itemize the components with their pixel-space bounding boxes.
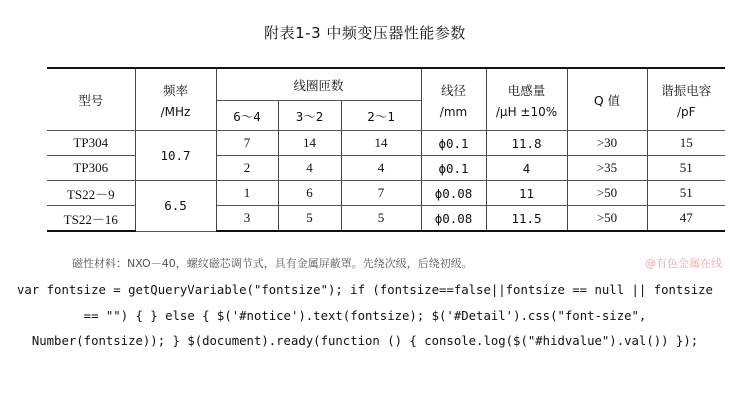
header-wire-unit: /mm bbox=[439, 104, 468, 119]
cell-capacitance: 51 bbox=[647, 181, 725, 206]
cell-capacitance: 51 bbox=[647, 156, 725, 181]
cell-turns-3-2: 14 bbox=[278, 131, 341, 156]
header-frequency bbox=[135, 68, 216, 131]
cell-turns-3-2: 4 bbox=[278, 156, 341, 181]
cell-wire: ϕ0.1 bbox=[421, 156, 486, 181]
header-inductance bbox=[486, 68, 567, 131]
table-footnote: 磁性材料：NXO－40，螺纹磁芯调节式，具有金属屏蔽罩。先绕次级，后绕初级。 bbox=[72, 257, 473, 270]
table-row bbox=[47, 181, 725, 206]
cell-frequency: 10.7 bbox=[135, 131, 216, 181]
header-coil-turns: 线圈匝数 bbox=[216, 68, 421, 101]
cell-inductance: 11 bbox=[486, 181, 567, 206]
cell-turns-2-1: 7 bbox=[341, 181, 421, 206]
cell-model: TP304 bbox=[47, 131, 135, 156]
cell-capacitance: 15 bbox=[647, 131, 725, 156]
header-capacitance-label: 谐振电容 bbox=[661, 82, 712, 98]
header-turns-2-1: 2～1 bbox=[341, 101, 421, 131]
table-row bbox=[47, 131, 725, 156]
cell-wire: ϕ0.1 bbox=[421, 131, 486, 156]
header-wire-diameter bbox=[421, 68, 486, 131]
cell-wire: ϕ0.08 bbox=[421, 206, 486, 232]
header-inductance-label: 电感量 bbox=[507, 82, 546, 98]
watermark: @有色金属在线 bbox=[645, 257, 722, 270]
cell-turns-6-4: 7 bbox=[216, 131, 278, 156]
header-q-value: Q 值 bbox=[567, 68, 647, 131]
cell-turns-2-1: 4 bbox=[341, 156, 421, 181]
header-inductance-unit: /μH ±10% bbox=[495, 104, 558, 119]
header-turns-3-2: 3～2 bbox=[278, 101, 341, 131]
cell-q: >50 bbox=[567, 181, 647, 206]
table-title: 附表1-3 中频变压器性能参数 bbox=[264, 24, 466, 42]
cell-frequency: 6.5 bbox=[135, 181, 216, 232]
header-capacitance-unit: /pF bbox=[676, 104, 696, 119]
cell-model: TS22－16 bbox=[47, 206, 135, 232]
cell-inductance: 11.8 bbox=[486, 131, 567, 156]
cell-model: TS22－9 bbox=[47, 181, 135, 206]
cell-inductance: 4 bbox=[486, 156, 567, 181]
cell-turns-3-2: 6 bbox=[278, 181, 341, 206]
transformer-spec-table bbox=[47, 67, 725, 232]
cell-inductance: 11.5 bbox=[486, 206, 567, 232]
cell-turns-6-4: 3 bbox=[216, 206, 278, 232]
cell-turns-3-2: 5 bbox=[278, 206, 341, 232]
header-frequency-unit: /MHz bbox=[160, 104, 191, 119]
header-resonant-capacitance bbox=[647, 68, 725, 131]
cell-q: >30 bbox=[567, 131, 647, 156]
header-wire-label: 线径 bbox=[441, 82, 467, 98]
cell-wire: ϕ0.08 bbox=[421, 181, 486, 206]
cell-capacitance: 47 bbox=[647, 206, 725, 232]
cell-turns-2-1: 14 bbox=[341, 131, 421, 156]
cell-q: >50 bbox=[567, 206, 647, 232]
header-turns-6-4: 6～4 bbox=[216, 101, 278, 131]
header-frequency-label: 频率 bbox=[162, 82, 188, 98]
cell-q: >35 bbox=[567, 156, 647, 181]
cell-turns-6-4: 1 bbox=[216, 181, 278, 206]
cell-turns-2-1: 5 bbox=[341, 206, 421, 232]
header-row-1 bbox=[47, 68, 725, 101]
cell-turns-6-4: 2 bbox=[216, 156, 278, 181]
cell-model: TP306 bbox=[47, 156, 135, 181]
header-model: 型号 bbox=[47, 68, 135, 131]
leaked-script-text: var fontsize = getQueryVariable("fontsize"); if (fontsize==false||fontsize == null || fontsize == "") { } else { $('#notice').text(fontsize); $('#Detail').css("font-size", Number(fontsize)); } $(document).ready(function () { console.log($("#hidvalue").val()) }); bbox=[17, 283, 713, 348]
